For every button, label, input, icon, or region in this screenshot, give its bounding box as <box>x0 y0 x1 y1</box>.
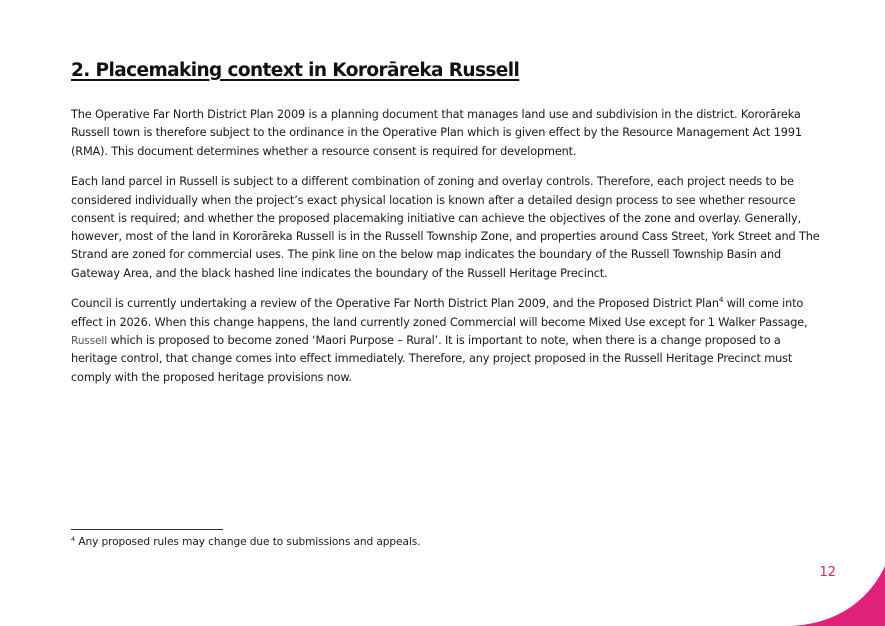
text-line: Each land parcel in Russell is subject to a different combination of zoning and overlay controls. Therefore, each project needs to be <box>71 175 794 189</box>
footnote-reference[interactable]: 4 <box>718 296 724 305</box>
text-line: however, most of the land in Kororāreka Russell is in the Russell Township Zone, and properties around Cass Street, York Street and The <box>71 230 820 244</box>
paragraph-1 <box>71 106 811 161</box>
body-text <box>71 106 820 399</box>
section-heading: 2. Placemaking context in Kororāreka Russell <box>71 60 520 81</box>
text-line: comply with the proposed heritage provisions now. <box>71 370 352 384</box>
text-line: consent is required; and whether the proposed placemaking initiative can achieve the objectives of the zone and overlay. Generally, <box>71 211 802 225</box>
paragraph-2 <box>71 173 820 283</box>
footnote-text: Any proposed rules may change due to submissions and appeals. <box>75 536 421 548</box>
text-line: Gateway Area, and the black hashed line indicates the boundary of the Russell Heritage Precinct. <box>71 266 608 280</box>
text-segment: Council is currently undertaking a review of the Operative Far North District Plan 2009, and the Proposed District Plan <box>71 297 719 311</box>
text-line: The Operative Far North District Plan 2009 is a planning document that manages land use and subdivision in the district. Kororāreka <box>71 108 801 121</box>
paragraph-3 <box>71 295 811 386</box>
footnote-marker: 4 <box>71 535 76 543</box>
footnote <box>71 536 420 548</box>
text-line: considered individually when the project’s exact physical location is known after a detailed design process to see whether resource <box>71 193 796 207</box>
text-line <box>71 295 811 313</box>
text-line: Strand are zoned for commercial uses. The pink line on the below map indicates the boundary of the Russell Township Basin and <box>71 248 782 262</box>
text-segment: which is proposed to become zoned ‘Maori Purpose – Rural’. It is important to note, when there is a change proposed to a <box>107 334 781 348</box>
text-line: (RMA). This document determines whether a resource consent is required for development. <box>71 144 577 158</box>
text-segment: will come into <box>723 297 804 311</box>
text-segment-grey: Russell <box>71 335 107 348</box>
text-line <box>71 332 811 350</box>
text-line: heritage control, that change comes into effect immediately. Therefore, any project proposed in the Russell Heritage Precinct must <box>71 352 793 366</box>
footnote-divider <box>71 529 223 530</box>
pink-corner-swoosh-decoration <box>785 566 885 626</box>
text-line: effect in 2026. When this change happens, the land currently zoned Commercial will become Mixed Use except for 1 Walker Passage, <box>71 315 808 329</box>
page-number: 12 <box>819 565 836 580</box>
corner-shape <box>791 566 885 626</box>
text-line: Russell town is therefore subject to the ordinance in the Operative Plan which is given effect by the Resource Management Act 1991 <box>71 126 802 140</box>
